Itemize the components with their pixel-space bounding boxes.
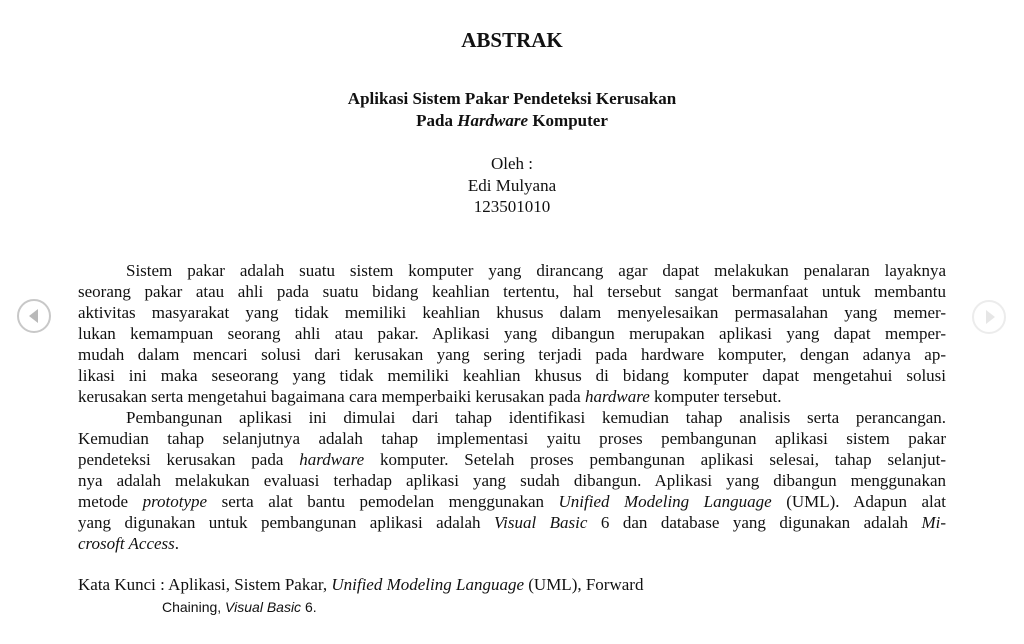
- line-text: pendeteksi kerusakan pada: [78, 450, 300, 469]
- abstract-body: [78, 260, 946, 554]
- keywords-text: Chaining,: [162, 599, 226, 615]
- line-text: komputer tersebut.: [649, 387, 782, 406]
- paragraph-line: [78, 386, 946, 407]
- subtitle-italic-text: Hardware: [457, 111, 529, 130]
- document-title: ABSTRAK: [461, 28, 563, 52]
- keywords-italic-text: Unified Modeling Language: [331, 575, 524, 594]
- previous-page-button[interactable]: [17, 299, 51, 333]
- subtitle-text: Pada: [416, 111, 458, 130]
- author-by-label: Oleh :: [490, 154, 534, 173]
- line-text: (UML). Adapun alat: [771, 492, 946, 511]
- keywords-line-2: [162, 598, 317, 616]
- line-italic-text: crosoft Access: [78, 534, 175, 553]
- line-italic-text: prototype: [142, 492, 208, 511]
- paragraph-line: [78, 491, 946, 512]
- line-italic-text: Mi-: [921, 513, 946, 532]
- line-text: 6 dan database yang digunakan adalah: [587, 513, 922, 532]
- line-italic-text: Visual Basic: [493, 513, 588, 532]
- subtitle-text: Komputer: [528, 111, 608, 130]
- paragraph-2: [78, 407, 946, 554]
- paragraph-line: aktivitas masyarakat yang tidak memiliki keahlian khusus dalam menyelesaikan permasalahan yang memer-: [78, 303, 946, 322]
- keywords-line-1: [78, 574, 643, 595]
- line-text: serta alat bantu pemodelan menggunakan: [207, 492, 559, 511]
- line-italic-text: hardware: [299, 450, 365, 469]
- line-italic-text: hardware: [584, 387, 650, 406]
- keywords-italic-text: Visual Basic: [225, 599, 302, 615]
- paragraph-line: nya adalah melakukan evaluasi terhadap aplikasi yang sudah dibangun. Aplikasi yang dibangun menggunakan: [78, 471, 946, 490]
- paragraph-line: lukan kemampuan seorang ahli atau pakar. Aplikasi yang dibangun merupakan aplikasi yang dapat memper-: [78, 324, 946, 343]
- paragraph-line: Pembangunan aplikasi ini dimulai dari tahap identifikasi kemudian tahap analisis serta perancangan.: [126, 408, 946, 427]
- paragraph-line: seorang pakar atau ahli pada suatu bidang keahlian tertentu, hal tersebut sangat bermanfaat untuk membantu: [78, 282, 946, 301]
- paragraph-line: [78, 449, 946, 470]
- line-italic-text: Unified Modeling Language: [558, 492, 772, 511]
- chevron-right-icon: [974, 302, 1004, 332]
- paragraph-line: Sistem pakar adalah suatu sistem komputer yang dirancang agar dapat melakukan penalaran layaknya: [126, 261, 946, 280]
- line-text: komputer. Setelah proses pembangunan aplikasi selesai, tahap selanjut-: [364, 450, 947, 469]
- next-page-button[interactable]: [972, 300, 1006, 334]
- keywords-text: (UML), Forward: [524, 575, 644, 594]
- line-text: metode: [78, 492, 143, 511]
- paragraph-line: likasi ini maka seseorang yang tidak memiliki keahlian khusus di bidang komputer dapat mengetahui solusi: [78, 366, 946, 385]
- subtitle-line-1: Aplikasi Sistem Pakar Pendeteksi Kerusakan: [347, 89, 677, 108]
- line-text: .: [174, 534, 180, 553]
- line-text: yang digunakan untuk pembangunan aplikasi adalah: [78, 513, 494, 532]
- author-block: [0, 153, 1024, 218]
- paragraph-line: [78, 512, 946, 533]
- keywords-text: Kata Kunci : Aplikasi, Sistem Pakar,: [78, 575, 332, 594]
- paragraph-line: mudah dalam mencari solusi dari kerusakan yang sering terjadi pada hardware komputer, dengan adanya ap-: [78, 345, 946, 364]
- chevron-left-icon: [19, 301, 49, 331]
- line-text: kerusakan serta mengetahui bagaimana cara memperbaiki kerusakan pada: [78, 387, 585, 406]
- paragraph-1: [78, 260, 946, 407]
- paragraph-line: Kemudian tahap selanjutnya adalah tahap implementasi yaitu proses pembangunan aplikasi sistem pakar: [78, 429, 946, 448]
- paragraph-line: [78, 533, 946, 554]
- keywords-text: 6.: [301, 599, 317, 615]
- author-id: 123501010: [473, 197, 551, 216]
- document-subtitle: [0, 88, 1024, 132]
- subtitle-line-2: [0, 110, 1024, 132]
- author-name: Edi Mulyana: [467, 175, 557, 195]
